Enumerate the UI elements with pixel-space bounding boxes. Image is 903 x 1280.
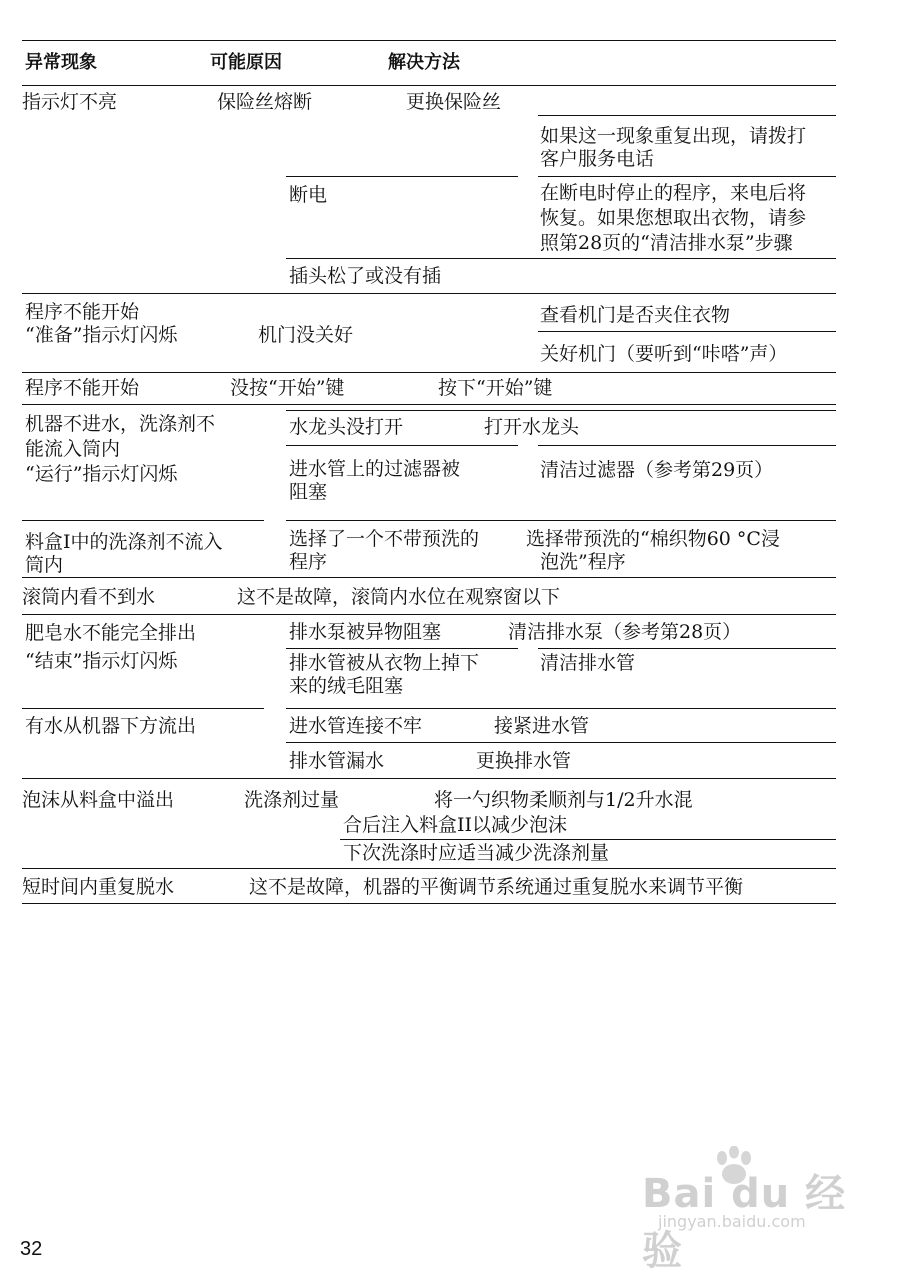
row-rule xyxy=(286,258,836,259)
cause-cell: 阻塞 xyxy=(289,481,328,503)
row-rule xyxy=(538,648,836,649)
baidu-watermark xyxy=(640,1150,850,1274)
symptom-cell: “准备”指示灯闪烁 xyxy=(25,324,178,346)
cause-cell: 排水管被从衣物上掉下 xyxy=(289,652,480,674)
cause-cell: 程序 xyxy=(289,551,328,573)
row-rule xyxy=(538,331,836,332)
solution-cell: 清洁排水泵（参考第28页） xyxy=(508,621,742,643)
row-rule xyxy=(538,445,836,446)
symptom-cell: 泡沫从料盒中溢出 xyxy=(22,789,175,811)
cause-cell: 来的绒毛阻塞 xyxy=(289,675,404,697)
cause-cell: 进水管上的过滤器被 xyxy=(289,458,461,480)
solution-cell: 下次洗涤时应适当减少洗涤剂量 xyxy=(343,842,610,864)
row-rule xyxy=(286,445,518,446)
cause-cell: 机门没关好 xyxy=(258,324,354,346)
table-bottom-rule xyxy=(22,903,836,904)
row-rule xyxy=(286,648,518,649)
symptom-cell: “运行”指示灯闪烁 xyxy=(25,463,178,485)
cause-cell: 保险丝熔断 xyxy=(217,91,313,113)
solution-cell: 如果这一现象重复出现，请拨打 xyxy=(540,125,807,147)
solution-cell: 客户服务电话 xyxy=(540,148,655,170)
cause-cell: 排水泵被异物阻塞 xyxy=(289,621,442,643)
symptom-cell: 程序不能开始 xyxy=(25,377,140,399)
solution-cell: 选择带预洗的“棉织物60 °C浸 xyxy=(526,528,780,550)
header-symptom: 异常现象 xyxy=(25,52,97,73)
row-rule xyxy=(22,614,836,615)
solution-cell: 合后注入料盒II以减少泡沫 xyxy=(343,814,568,836)
symptom-cell: 短时间内重复脱水 xyxy=(22,876,175,898)
solution-cell: 更换排水管 xyxy=(476,750,572,772)
symptom-cell: 筒内 xyxy=(25,554,64,576)
solution-cell: 照第28页的“清洁排水泵”步骤 xyxy=(540,232,793,254)
row-rule xyxy=(22,293,836,294)
row-rule xyxy=(538,115,836,116)
row-rule xyxy=(22,778,836,779)
row-rule xyxy=(22,520,264,521)
table-top-rule xyxy=(22,40,836,41)
solution-cell: 关好机门（要听到“咔嗒”声） xyxy=(540,343,788,365)
header-solution: 解决方法 xyxy=(388,52,460,73)
row-rule xyxy=(22,372,836,373)
row-rule xyxy=(22,577,836,578)
row-rule xyxy=(286,742,836,743)
cause-cell: 这不是故障，机器的平衡调节系统通过重复脱水来调节平衡 xyxy=(249,876,744,898)
symptom-cell: “结束”指示灯闪烁 xyxy=(25,650,178,672)
solution-cell: 泡洗”程序 xyxy=(540,551,626,573)
row-rule xyxy=(286,410,836,411)
page-number: 32 xyxy=(20,1238,43,1260)
cause-cell: 没按“开始”键 xyxy=(230,377,345,399)
symptom-cell: 机器不进水，洗涤剂不 xyxy=(25,413,216,435)
solution-cell: 按下“开始”键 xyxy=(438,377,553,399)
solution-cell: 恢复。如果您想取出衣物，请参 xyxy=(540,207,807,229)
symptom-cell: 程序不能开始 xyxy=(25,301,140,323)
row-rule xyxy=(538,176,836,177)
symptom-cell: 有水从机器下方流出 xyxy=(25,715,197,737)
solution-cell: 打开水龙头 xyxy=(484,416,580,438)
solution-cell: 清洁排水管 xyxy=(540,652,636,674)
watermark-logo: Bai du 经验 xyxy=(642,1171,847,1274)
symptom-cell: 肥皂水不能完全排出 xyxy=(25,622,197,644)
cause-cell: 水龙头没打开 xyxy=(289,416,404,438)
symptom-cell: 能流入筒内 xyxy=(25,438,121,460)
solution-cell: 清洁过滤器（参考第29页） xyxy=(540,459,774,481)
symptom-cell: 料盒I中的洗涤剂不流入 xyxy=(25,531,223,553)
row-rule xyxy=(22,404,836,405)
cause-cell: 排水管漏水 xyxy=(289,750,385,772)
solution-cell: 查看机门是否夹住衣物 xyxy=(540,304,731,326)
row-rule xyxy=(22,708,264,709)
symptom-cell: 指示灯不亮 xyxy=(22,91,118,113)
cause-cell: 这不是故障，滚筒内水位在观察窗以下 xyxy=(237,586,561,608)
watermark-url: jingyan.baidu.com xyxy=(658,1212,806,1231)
row-rule xyxy=(286,708,836,709)
cause-cell: 选择了一个不带预洗的 xyxy=(289,528,480,550)
row-rule xyxy=(22,868,836,869)
row-rule xyxy=(286,520,836,521)
solution-cell: 在断电时停止的程序，来电后将 xyxy=(540,182,807,204)
cause-cell: 插头松了或没有插 xyxy=(289,265,442,287)
row-rule xyxy=(340,839,836,840)
cause-cell: 洗涤剂过量 xyxy=(244,789,340,811)
cause-cell: 断电 xyxy=(289,184,328,206)
cause-cell: 进水管连接不牢 xyxy=(289,715,423,737)
solution-cell: 接紧进水管 xyxy=(494,715,590,737)
header-rule xyxy=(22,85,836,86)
solution-cell: 更换保险丝 xyxy=(406,91,502,113)
header-cause: 可能原因 xyxy=(210,52,282,73)
symptom-cell: 滚筒内看不到水 xyxy=(22,586,156,608)
solution-cell: 将一勺织物柔顺剂与1/2升水混 xyxy=(434,789,693,811)
row-rule xyxy=(286,176,518,177)
